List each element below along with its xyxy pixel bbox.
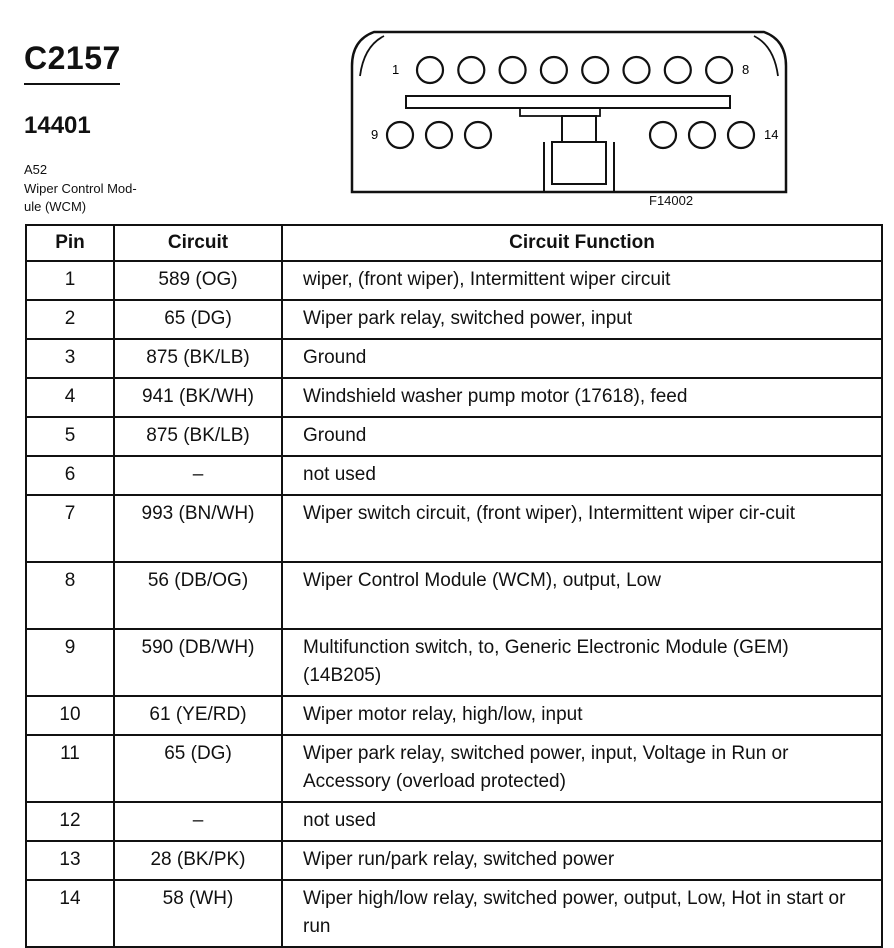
component-name-line2: ule (WCM) (24, 199, 87, 214)
col-header-pin: Pin (26, 225, 114, 261)
function-cell: Wiper switch circuit, (front wiper), Intermittent wiper cir-cuit (282, 495, 882, 562)
col-header-circuit: Circuit (114, 225, 282, 261)
circuit-cell: 65 (DG) (114, 300, 282, 339)
pin-cell: 4 (26, 378, 114, 417)
pin-cell: 6 (26, 456, 114, 495)
pin-cavity (650, 122, 676, 148)
pin-cell: 9 (26, 629, 114, 696)
pin-cavity (582, 57, 608, 83)
center-bar-foot (520, 108, 600, 116)
table-row (26, 456, 882, 495)
lock-latch (552, 142, 606, 184)
function-cell: wiper, (front wiper), Intermittent wiper circuit (282, 261, 882, 300)
pin-cell: 11 (26, 735, 114, 802)
pin-label-9: 9 (371, 127, 379, 142)
table-row (26, 841, 882, 880)
pin-cavity (465, 122, 491, 148)
function-cell: Wiper high/low relay, switched power, output, Low, Hot in start or run (282, 880, 882, 947)
connector-housing (352, 32, 786, 192)
table-row (26, 562, 882, 629)
pin-cavity (665, 57, 691, 83)
table-row (26, 735, 882, 802)
function-cell: Multifunction switch, to, Generic Electronic Module (GEM) (14B205) (282, 629, 882, 696)
circuit-cell: 875 (BK/LB) (114, 417, 282, 456)
pin-cell: 10 (26, 696, 114, 735)
circuit-cell: 56 (DB/OG) (114, 562, 282, 629)
function-cell: Wiper motor relay, high/low, input (282, 696, 882, 735)
table-row (26, 339, 882, 378)
function-cell: Windshield washer pump motor (17618), feed (282, 378, 882, 417)
center-bar (406, 96, 730, 108)
table-row (26, 378, 882, 417)
table-row (26, 696, 882, 735)
function-cell: Wiper park relay, switched power, input (282, 300, 882, 339)
top-pin-row (417, 57, 732, 83)
pin-cell: 13 (26, 841, 114, 880)
circuit-cell: 590 (DB/WH) (114, 629, 282, 696)
pin-cell: 3 (26, 339, 114, 378)
pin-label-1: 1 (392, 62, 400, 77)
pin-label-14: 14 (764, 127, 779, 142)
part-number: 14401 (24, 112, 91, 139)
bottom-pin-row (387, 122, 754, 148)
pin-cavity (624, 57, 650, 83)
table-row (26, 261, 882, 300)
circuit-cell: 61 (YE/RD) (114, 696, 282, 735)
table-row (26, 495, 882, 562)
component-code: A52 (24, 162, 48, 177)
circuit-cell: 875 (BK/LB) (114, 339, 282, 378)
circuit-cell: 941 (BK/WH) (114, 378, 282, 417)
table-row (26, 417, 882, 456)
pin-cavity (417, 57, 443, 83)
circuit-cell: 589 (OG) (114, 261, 282, 300)
pin-cavity (426, 122, 452, 148)
housing-inner-left (360, 36, 384, 76)
pin-cell: 2 (26, 300, 114, 339)
table-row (26, 629, 882, 696)
table-row (26, 880, 882, 947)
pin-cell: 14 (26, 880, 114, 947)
circuit-cell: 65 (DG) (114, 735, 282, 802)
function-cell: not used (282, 456, 882, 495)
table-row (26, 300, 882, 339)
pin-cavity (458, 57, 484, 83)
function-cell: Wiper run/park relay, switched power (282, 841, 882, 880)
function-cell: Wiper park relay, switched power, input, Voltage in Run or Accessory (overload protected) (282, 735, 882, 802)
housing-inner-right (754, 36, 778, 76)
pin-cell: 5 (26, 417, 114, 456)
pin-cell: 12 (26, 802, 114, 841)
circuit-cell: 58 (WH) (114, 880, 282, 947)
function-cell: Ground (282, 339, 882, 378)
connector-id: C2157 (24, 40, 121, 76)
connector-face-diagram (344, 26, 794, 198)
table-row (26, 802, 882, 841)
pin-cell: 7 (26, 495, 114, 562)
circuit-cell: – (114, 802, 282, 841)
pin-cavity (689, 122, 715, 148)
locking-tab (562, 116, 596, 142)
title-underline (24, 83, 120, 85)
pin-cavity (500, 57, 526, 83)
pin-cavity (728, 122, 754, 148)
pinout-table (25, 224, 883, 948)
pin-cavity (541, 57, 567, 83)
component-name-line1: Wiper Control Mod- (24, 181, 137, 196)
pin-label-8: 8 (742, 62, 750, 77)
col-header-function: Circuit Function (282, 225, 882, 261)
circuit-cell: 993 (BN/WH) (114, 495, 282, 562)
pin-cell: 1 (26, 261, 114, 300)
table-header-row (26, 225, 882, 261)
circuit-cell: 28 (BK/PK) (114, 841, 282, 880)
pin-cavity (706, 57, 732, 83)
function-cell: Ground (282, 417, 882, 456)
circuit-cell: – (114, 456, 282, 495)
function-cell: not used (282, 802, 882, 841)
pin-cell: 8 (26, 562, 114, 629)
function-cell: Wiper Control Module (WCM), output, Low (282, 562, 882, 629)
pin-cavity (387, 122, 413, 148)
figure-code: F14002 (649, 193, 694, 208)
